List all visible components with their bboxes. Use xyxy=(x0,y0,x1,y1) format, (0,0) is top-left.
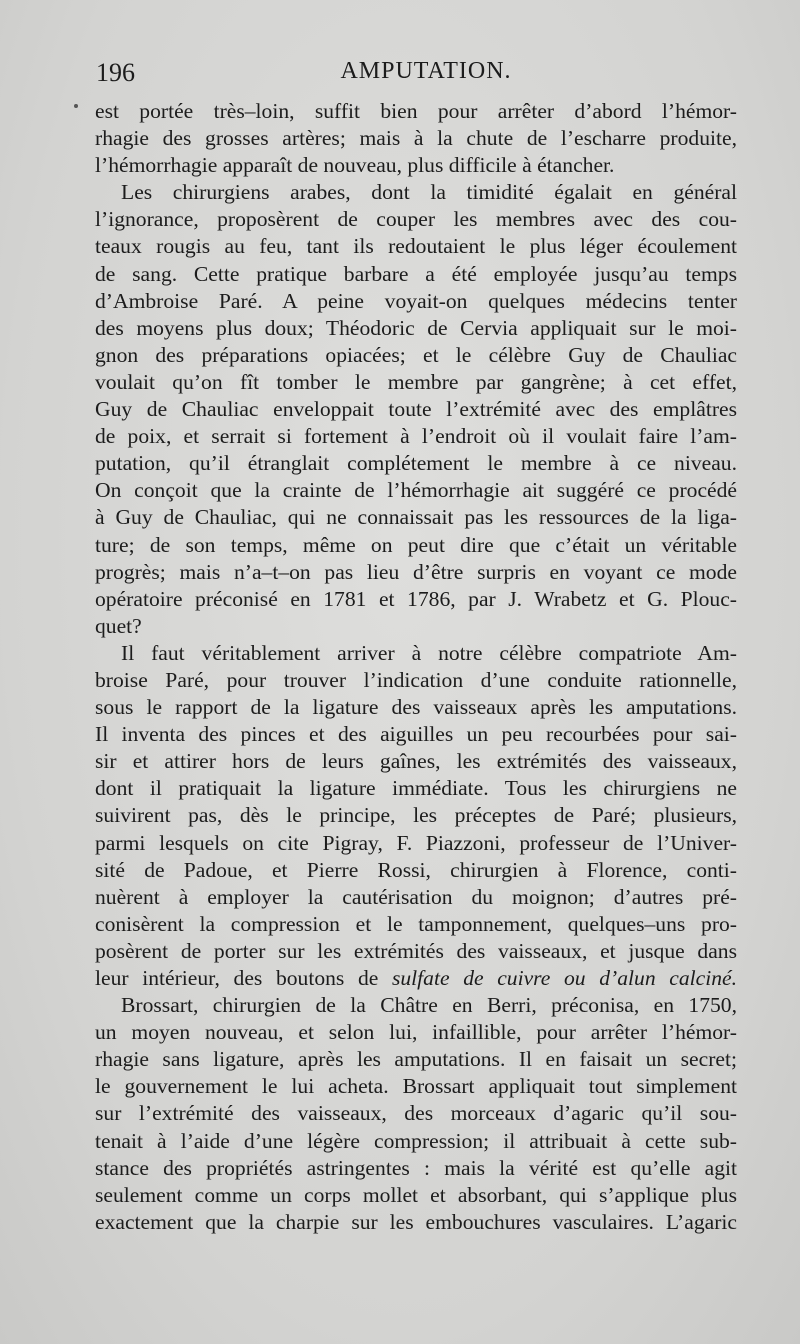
text-line: seulement comme un corps mollet et absorbant, qui s’applique plus xyxy=(95,1182,737,1207)
text-line: rhagie sans ligature, après les amputations. Il en faisait un secret; xyxy=(95,1047,737,1072)
text-line: conisèrent la compression et le tamponnement, quelques–uns pro- xyxy=(95,911,737,936)
text-line-italic: sulfate de cuivre ou d’alun calciné. xyxy=(391,966,737,990)
text-line-roman: leur intérieur, des boutons de xyxy=(95,966,392,990)
text-line: Il inventa des pinces et des aiguilles un peu recourbées pour sai- xyxy=(95,722,737,747)
text-line: parmi lesquels on cite Pigray, F. Piazzoni, professeur de l’Univer- xyxy=(95,830,737,855)
text-line: sir et attirer hors de leurs gaînes, les extrémités des vaisseaux, xyxy=(95,749,737,774)
text-line: opératoire préconisé en 1781 et 1786, par J. Wrabetz et G. Plouc- xyxy=(95,586,737,611)
text-line: sous le rapport de la ligature des vaisseaux après les amputations. xyxy=(95,695,737,720)
text-line: l’hémorrhagie apparaît de nouveau, plus difficile à étancher. xyxy=(95,153,615,178)
text-line: le gouvernement le lui acheta. Brossart appliquait tout simplement xyxy=(95,1074,737,1099)
text-line: dont il pratiquait la ligature immédiate. Tous les chirurgiens ne xyxy=(95,776,737,801)
text-line: Brossart, chirurgien de la Châtre en Berri, préconisa, en 1750, xyxy=(121,993,737,1018)
page-number: 196 xyxy=(96,58,135,87)
text-line: On conçoit que la crainte de l’hémorrhagie ait suggéré ce procédé xyxy=(95,478,737,503)
text-line: quet? xyxy=(95,613,142,638)
text-line: exactement que la charpie sur les embouchures vasculaires. L’agaric xyxy=(95,1209,737,1234)
paragraph-brossart xyxy=(95,992,737,1236)
text-line: nuèrent à employer la cautérisation du moignon; d’autres pré- xyxy=(95,884,737,909)
text-line: des moyens plus doux; Théodoric de Cervia appliquait sur le moi- xyxy=(95,315,737,340)
text-line: de sang. Cette pratique barbare a été employée jusqu’au temps xyxy=(95,261,737,286)
text-line: un moyen nouveau, et selon lui, infaillible, pour arrêter l’hémor- xyxy=(95,1020,737,1045)
text-line: d’Ambroise Paré. A peine voyait-on quelques médecins tenter xyxy=(95,288,737,313)
text-line: tenait à l’aide d’une légère compression; il attribuait à cette sub- xyxy=(95,1128,737,1153)
text-line: broise Paré, pour trouver l’indication d’une conduite rationnelle, xyxy=(95,667,737,692)
text-line: Guy de Chauliac enveloppait toute l’extrémité avec des emplâtres xyxy=(95,397,737,422)
text-line: est portée très–loin, suffit bien pour arrêter d’abord l’hémor- xyxy=(95,99,737,123)
text-line: de poix, et serrait si fortement à l’endroit où il voulait faire l’am- xyxy=(95,424,737,449)
text-line: Il faut véritablement arriver à notre célèbre compatriote Am- xyxy=(121,640,737,665)
text-line: posèrent de porter sur les extrémités des vaisseaux, et jusque dans xyxy=(95,938,737,963)
text-line: stance des propriétés astringentes : mais la vérité est qu’elle agit xyxy=(95,1155,737,1180)
text-line: teaux rougis au feu, tant ils redoutaient le plus léger écoulement xyxy=(95,234,737,259)
text-line: sur l’extrémité des vaisseaux, des morceaux d’agaric qu’il sou- xyxy=(95,1101,737,1126)
text-line-mixed xyxy=(95,965,737,992)
paragraph-arab-surgeons xyxy=(95,179,737,640)
paragraph-ambroise-pare xyxy=(95,640,737,992)
text-line: gnon des préparations opiacées; et le célèbre Guy de Chauliac xyxy=(95,342,737,367)
text-line: sité de Padoue, et Pierre Rossi, chirurgien à Florence, conti- xyxy=(95,857,737,882)
text-line: suivirent pas, dès le principe, les préceptes de Paré; plusieurs, xyxy=(95,803,737,828)
text-line: progrès; mais n’a–t–on pas lieu d’être surpris en voyant ce mode xyxy=(95,559,737,584)
body-text xyxy=(95,98,737,1236)
text-line: putation, qu’il étranglait complétement le membre à ce niveau. xyxy=(95,451,737,476)
text-line: rhagie des grosses artères; mais à la chute de l’escharre produite, xyxy=(95,126,737,151)
text-line: ture; de son temps, même on peut dire que c’était un véritable xyxy=(95,532,737,557)
ink-speck xyxy=(74,104,78,108)
text-line: à Guy de Chauliac, qui ne connaissait pas les ressources de la liga- xyxy=(95,505,737,530)
paragraph-continuation xyxy=(95,98,737,179)
text-line: Les chirurgiens arabes, dont la timidité égalait en général xyxy=(121,180,737,205)
running-title: AMPUTATION. xyxy=(340,58,512,84)
text-line: voulait qu’on fît tomber le membre par gangrène; à cet effet, xyxy=(95,369,737,394)
running-head xyxy=(96,58,736,92)
text-line: l’ignorance, proposèrent de couper les membres avec des cou- xyxy=(95,207,737,232)
